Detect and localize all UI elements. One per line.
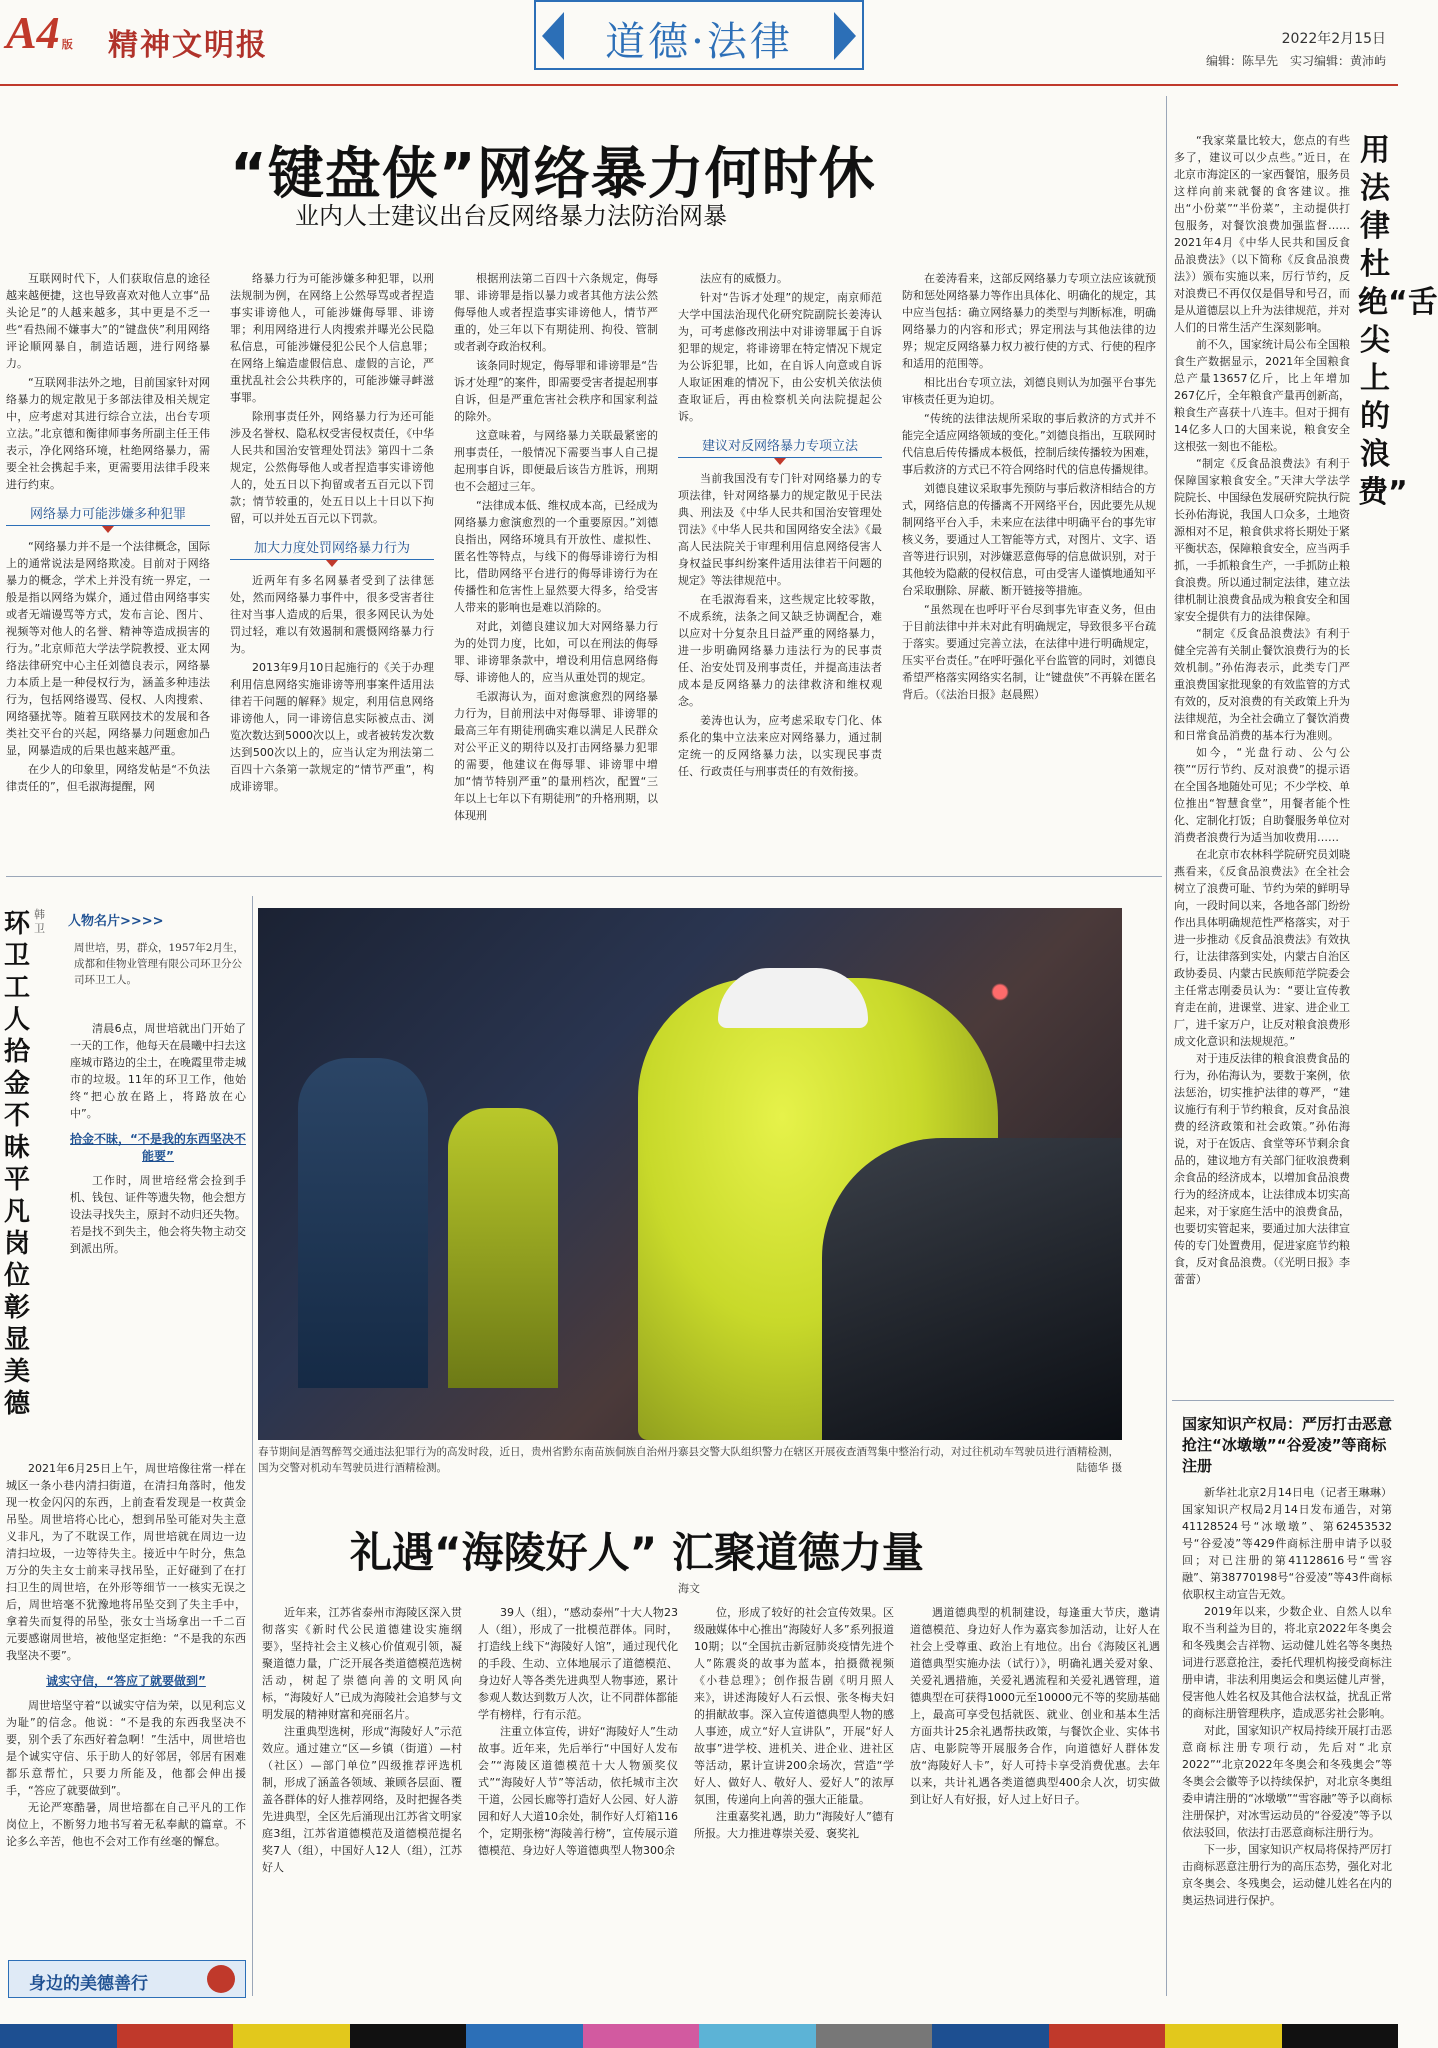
feature-author: 韩卫 — [34, 908, 45, 935]
print-color-bar — [0, 2024, 1398, 2048]
paragraph: 互联网时代下，人们获取信息的途径越来越便捷，这也导致喜欢对他人立事“品头论足”的人越来越多，其中更是不乏一些“看热闹不嫌事大”的“键盘侠”利用网络评论顺网暴自，制造话题，进行网络暴力。 — [6, 272, 210, 370]
paragraph: 相比出台专项立法，刘德良则认为加强平台事先审核责任更为迫切。 — [902, 376, 1156, 406]
main-col-5 — [902, 270, 1156, 855]
paragraph: 遇道德典型的机制建设，每逢重大节庆，邀请道德模范、身边好人作为嘉宾参加活动，让好人在社会上受尊重、政治上有地位。出台《海陵区礼遇道德典型实施办法（试行）》，明确礼遇关爱对象、关爱礼遇措施，关爱礼遇流程和关爱礼遇管理，道德典型在可获得1000元至10000元不等的奖励基础上，最高可享受包括就医、就业、创业和基本生活方面共计25余礼遇帮扶政策，与餐饮企业、实体书店、电影院等开展服务合作，向道德好人群体发放“海陵好人卡”，好人可持卡享受消费优惠。去年以来，共计礼遇各类道德典型400余人次，切实做到让好人有好报，好人过上好日子。 — [910, 1606, 1160, 1806]
officer-figure — [298, 1058, 428, 1388]
minihead: 网络暴力可能涉嫌多种犯罪 — [6, 503, 210, 526]
paragraph: 毛淑海认为，面对愈演愈烈的网络暴力行为，目前刑法中对侮辱罪、诽谤罪的最高三年有期徒刑确实难以满足人民群众对公平正义的期待以及打击网络暴力犯罪的需要，他建议在侮辱罪、诽谤罪中增加“情节特别严重”的量刑档次，配置“三年以上七年以下有期徒刑”的升格刑期，以体现刑 — [454, 690, 658, 822]
newspaper-name: 精神文明报 — [108, 28, 268, 63]
paragraph: 当前我国没有专门针对网络暴力的专项法律，针对网络暴力的规定散见于民法典、刑法及《中华人民共和国治安管理处罚法》《中华人民共和国网络安全法》《最高人民法院关于审理利用信息网络侵害人身权益民事纠纷案件适用法律若干问题的规定》等法律规范中。 — [678, 472, 882, 587]
second-col-4 — [910, 1604, 1160, 2004]
paragraph: 这意味着，与网络暴力关联最紧密的刑事责任，一般情况下需要当事人自己提起刑事自诉，即便最后该告方胜诉，刑期也不会超过三年。 — [454, 429, 658, 493]
paragraph: 该条同时规定，侮辱罪和诽谤罪是“告诉才处理”的案件，即需要受害者提起刑事自诉，但是严重危害社会秩序和国家利益的除外。 — [454, 359, 658, 423]
second-headline: 礼遇“海陵好人” 汇聚道德力量 — [350, 1528, 924, 1577]
paragraph: 法应有的威慑力。 — [700, 272, 788, 285]
seal-icon — [207, 1965, 235, 1993]
profile-text: 周世培，男，群众，1957年2月生，成都和佳物业管理有限公司环卫分公司环卫工人。 — [74, 942, 244, 986]
minihead: 建议对反网络暴力专项立法 — [678, 435, 882, 458]
main-col-4 — [678, 270, 882, 855]
paragraph: 络暴力行为可能涉嫌多种犯罪，以刑法规制为例，在网络上公然辱骂或者捏造事实诽谤他人，可能涉嫌侮辱罪、诽谤罪；利用网络进行人肉搜索并曝光公民隐私信息，可能涉嫌侵犯公民个人信息罪；在网络上编造虚假信息、虚假的言论，严重扰乱社会公共秩序的，可能涉嫌寻衅滋事罪。 — [230, 272, 434, 404]
second-author: 海文 — [678, 1582, 700, 1595]
paragraph: 39人（组），“感动泰州”十大人物23人（组），形成了一批模范群体。同时，打造线上线下“海陵好人馆”，通过现代化的手段、生动、立体地展示了道德模范、身边好人等各类先进典型人物事迹，累计参观人数达到数万人次，让不同群体都能学有榜样，行有示范。 — [478, 1606, 678, 1721]
main-col-2 — [230, 270, 434, 855]
paragraph: 新华社北京2月14日电（记者王琳琳）国家知识产权局2月14日发布通告，对第41128524号“冰墩墩”、第62453532号“谷爱凌”等429件商标注册申请予以驳回；对已注册的第41128616号“雪容融”、第38770198号“谷爱凌”等43件商标依职权主动宣告无效。 — [1182, 1486, 1392, 1601]
second-col-1 — [262, 1604, 462, 2004]
photo-credit: 陆德华 摄 — [1076, 1462, 1122, 1474]
officer-figure — [448, 1108, 558, 1388]
right-article-title: 用法律杜绝“舌尖上的浪费” — [1358, 133, 1438, 510]
feature-body-lower — [6, 1460, 246, 1940]
paragraph: “互联网非法外之地，目前国家针对网络暴力的规定散见于多部法律及相关规定中，应考虑对其进行综合立法，出台专项立法。”北京德和衡律师事务所副主任王伟表示，净化网络环境，杜绝网络暴力，需要全社会携起手来，更需要用法律手段来进行约束。 — [6, 376, 210, 491]
paragraph: 根据刑法第二百四十六条规定，侮辱罪、诽谤罪是指以暴力或者其他方法公然侮辱他人或者捏造事实诽谤他人，情节严重的，处三年以下有期徒刑、拘役、管制或者剥夺政治权利。 — [454, 272, 658, 353]
paragraph: 如今，“光盘行动、公勺公筷”“厉行节约、反对浪费”的提示语在全国各地随处可见；不少学校、单位推出“智慧食堂”，用餐者能个性化、定制化打饭；自助餐服务单位对消费者浪费行为适当加收费用…… — [1174, 746, 1350, 844]
section-banner — [534, 0, 864, 70]
main-subhead: 业内人士建议出台反网络暴力法防治网暴 — [295, 202, 727, 230]
issue-date: 2022年2月15日 — [1281, 31, 1386, 47]
divider — [1172, 1400, 1394, 1401]
police-cap — [718, 968, 868, 1028]
paragraph: 2013年9月10日起施行的《关于办理利用信息网络实施诽谤等刑事案件适用法律若干问题的解释》规定，利用信息网络诽谤他人，同一诽谤信息实际被点击、浏览次数达到5000次以上，或者被转发次数达到500次以上的，应当认定为刑法第二百四十六条第一款规定的“情节严重”，构成诽谤罪。 — [230, 661, 434, 793]
profile-tag: 人物名片>>>> — [68, 914, 164, 929]
paragraph: 清晨6点，周世培就出门开始了一天的工作，他每天在晨曦中扫去这座城市路边的尘土，在晚霞里带走城市的垃圾。11年的环卫工作，他始终“把心放在路上，将路放在心中”。 — [70, 1022, 246, 1120]
main-col-1 — [6, 270, 210, 855]
paragraph: 对此，刘德良建议加大对网络暴力行为的处罚力度，比如，可以在刑法的侮辱罪、诽谤罪条款中，增设利用信息网络侮辱、诽谤他人的，应当从重处罚的规定。 — [454, 620, 658, 684]
paragraph: 近两年有多名网暴者受到了法律惩处，然而网络暴力事件中，很多受害者往往对当事人造成的后果，很多网民认为处罚过轻，难以有效遏制和震慑网络暴力行为。 — [230, 574, 434, 655]
paragraph: 周世培坚守着“以诚实守信为荣，以见利忘义为耻”的信念。他说：“不是我的东西我坚决不要，别个丢了东西好着急啊！”生活中，周世培也是个诚实守信、乐于助人的好邻居，邻居有困难都乐意帮忙，只要力所能及，他都会伸出援手，“答应了就要做到”。 — [6, 1699, 246, 1797]
paragraph: “网络暴力并不是一个法律概念，国际上的通常说法是网络欺凌。目前对于网络暴力的概念，学术上并没有统一界定，一般是指以网络为媒介，通过借由网络事实或者无端谩骂等方式，发布言论、图片、视频等对他人的名誉、精神等造成损害的行为。”北京师范大学法学院教授、亚太网络法律研究中心主任刘德良表示，网络暴力本质上是一种侵权行为，涵盖多种违法行为，包括网络谩骂、侵权、人肉搜索、网络骚扰等。随着互联网技术的发展和各类社交平台的兴起，网络暴力问题愈加凸显，网暴造成的后果也越来越严重。 — [6, 540, 210, 757]
divider — [252, 896, 253, 1996]
photo-caption — [258, 1444, 1122, 1476]
second-col-2 — [478, 1604, 678, 2004]
right-arrow-icon — [834, 12, 856, 60]
paragraph: “虽然现在也呼吁平台尽到事先审查义务，但由于目前法律中并未对此有明确规定，导致很多平台疏于落实。要通过完善立法，在法律中进行明确规定，压实平台责任。”在呼吁强化平台监管的同时，刘德良希望严格落实网络实名制，让“键盘侠”不再躲在匿名背后。（《法治日报》赵晨熙） — [902, 603, 1156, 701]
main-col-3 — [454, 270, 658, 855]
divider — [1166, 96, 1167, 1996]
paragraph: “法律成本低、维权成本高，已经成为网络暴力愈演愈烈的一个重要原因。”刘德良指出，网络环境具有开放性、虚拟性、匿名性等特点，与线下的侮辱诽谤行为相比，借助网络平台进行的侮辱诽谤行为在传播性和危害性上显然要大得多，给受害人带来的影响也是难以消除的。 — [454, 499, 658, 614]
news-photo — [258, 908, 1122, 1440]
page-number: A4 版 — [6, 7, 73, 58]
banner-label: 身边的美德善行 — [29, 1974, 148, 1994]
left-arrow-icon — [542, 12, 564, 60]
paragraph: 工作时，周世培经常会捡到手机、钱包、证件等遗失物，他会想方设法寻找失主，原封不动归还失物。若是找不到失主，他会将失物主动交到派出所。 — [70, 1174, 246, 1255]
masthead — [0, 0, 1398, 86]
paragraph: 在少人的印象里，网络发帖是“不负法律责任的”，但毛淑海提醒，网 — [6, 763, 210, 793]
paragraph: 除刑事责任外，网络暴力行为还可能涉及名誉权、隐私权受害侵权责任，《中华人民共和国治安管理处罚法》第四十二条规定，公然侮辱他人或者捏造事实诽谤他人的，处五日以下拘留或者五百元以下罚款；情节较重的，处五日以上十日以下拘留，可以并处五百元以下罚款。 — [230, 410, 434, 525]
paragraph: 注重典型选树，形成“海陵好人”示范效应。通过建立“区—乡镇（街道）—村（社区）—部门单位”四级推荐评选机制，形成了涵盖各领域、兼顾各层面、覆盖各群体的好人推荐网络，及时把握各类先进典型，全区先后涌现出江苏省文明家庭3组，江苏省道德模范及道德模范提名奖7人（组），中国好人12人（组），江苏好人 — [262, 1725, 462, 1874]
feature-title: 环卫工人拾金不昧 平凡岗位彰显美德 — [4, 909, 31, 1419]
paragraph: 2019年以来，少数企业、自然人以牟取不当利益为目的，将北京2022年冬奥会和冬残奥会吉祥物、运动健儿姓名等冬奥热词进行恶意抢注，委托代理机构接受商标注册申请，非法利用奥运会和奥运健儿声誉，侵害他人姓名权及其他合法权益，扰乱正常的商标注册管理秩序，造成恶劣社会影响。 — [1182, 1605, 1392, 1720]
minihead: 加大力度处罚网络暴力行为 — [230, 537, 434, 560]
paragraph: 近年来，江苏省泰州市海陵区深入贯彻落实《新时代公民道德建设实施纲要》，坚持社会主义核心价值观引领，凝聚道德力量，广泛开展各类道德模范选树活动，树起了崇德向善的文明风向标，“海陵好人”已成为海陵社会追梦与文明发展的精神财富和亮丽名片。 — [262, 1606, 462, 1721]
paragraph: 对此，国家知识产权局持续开展打击恶意商标注册专项行动，先后对“北京2022”“北京2022年冬奥会和冬残奥会”等冬奥会会徽等予以持续保护，对北京冬奥组委申请注册的“冰墩墩”“雪容融”等予以商标注册保护，对冰雪运动员的“谷爱凌”等予以依法驳回，依法打击恶意商标注册行为。 — [1182, 1724, 1392, 1839]
right-article-body — [1174, 132, 1350, 1372]
paragraph: 无论严寒酷暑，周世培都在自己平凡的工作岗位上，不断努力地书写着无私奉献的篇章。不论多么辛苦，他也不会对工作有丝毫的懈怠。 — [6, 1801, 246, 1848]
caption-text: 春节期间是酒驾醉驾交通违法犯罪行为的高发时段，近日，贵州省黔东南苗族侗族自治州丹寨县交警大队组织警力在辖区开展夜查酒驾集中整治行动，对过往机动车驾驶员进行酒精检测，国为交警对机动车驾驶员进行酒精检测。 — [258, 1446, 1119, 1474]
paragraph: 姜涛也认为，应考虑采取专门化、体系化的集中立法来应对网络暴力，通过制定统一的反网络暴力法，以实现民事责任、行政责任与刑事责任的有效衔接。 — [678, 714, 882, 778]
car — [822, 1138, 1122, 1440]
paragraph: 在北京市农林科学院研究员刘晓燕看来，《反食品浪费法》在全社会树立了浪费可耻、节约为荣的鲜明导向，一段时间以来，各地各部门纷纷作出具体明确规范性严格落实，对于进一步推动《反食品浪费法》有效执行，让法律落到实处，内蒙古自治区政协委员、内蒙古民族师范学院委会主任常志刚委员认为：“要让宣传教育走在前，进课堂、进家、进企业工厂，进千家万户，让反对粮食浪费形成文化意识和法规规范。” — [1174, 848, 1350, 1048]
feature-subhead: 拾金不昧，“不是我的东西坚决不能要” — [70, 1132, 246, 1163]
paragraph: “制定《反食品浪费法》有利于保障国家粮食安全。”天津大学法学院院长、中国绿色发展研究院执行院长孙佑海说，我国人口众多，土地资源相对不足，粮食供求将长期处于紧平衡状态，保障粮食安全，应当两手抓，一手抓粮食生产，一手抓防止粮食浪费。所以通过制定法律，建立法律机制让浪费食品成为粮食安全和国家安全提供有力的法律保障。 — [1174, 457, 1350, 623]
paragraph: 前不久，国家统计局公布全国粮食生产数据显示，2021年全国粮食总产量13657亿斤，比上年增加267亿斤，全年粮食产量再创新高，粮食生产喜获十八连丰。但对于拥有14亿多人口的大国来说，粮食安全这根弦一刻也不能松。 — [1174, 338, 1350, 453]
brief-body — [1182, 1484, 1392, 2004]
feature-subhead: 诚实守信，“答应了就要做到” — [46, 1674, 206, 1688]
paragraph: 2021年6月25日上午，周世培像往常一样在城区一条小巷内清扫街道，在清扫角落时，他发现一枚金闪闪的东西，上前查看发现是一枚黄金吊坠。周世培将心比心，想到吊坠可能对失主意义非凡，为了不耽误工作，周世培就在周边一边清扫垃圾，一边等待失主。接近中午时分，焦急万分的失主女士前来寻找吊坠，正好碰到了在打扫卫生的周世培，在外形等细节一一核实无误之后，周世培毫不犹豫地将吊坠交到了失主手中，拿着失而复得的吊坠，张女士当场拿出一千二百元要感谢周世培，被他坚定拒绝：“不是我的东西我坚决不要”。 — [6, 1462, 246, 1662]
paragraph: “制定《反食品浪费法》有利于健全完善有关制止餐饮浪费行为的长效机制。”孙佑海表示，此类专门严重浪费国家批现象的有效监管的方式有效的，反对浪费的有关政策上升为法律规范，为全社会确立了餐饮消费和日常食品消费的基本行为准则。 — [1174, 627, 1350, 742]
paragraph: 针对“告诉才处理”的规定，南京师范大学中国法治现代化研究院副院长姜涛认为，可考虑修改刑法中对诽谤罪属于自诉犯罪的规定，将诽谤罪在特定情况下规定为公诉犯罪，比如，在自诉人向意或自诉人取证困难的情况下，由公安机关依法侦查取证后，再由检察机关向法院提起公诉。 — [678, 291, 882, 423]
brief-title: 国家知识产权局：严厉打击恶意抢注“冰墩墩”“谷爱凌”等商标注册 — [1182, 1415, 1393, 1475]
paragraph: 对于违反法律的粮食浪费食品的行为，孙佑海认为，要数于案例，依法惩治，切实推护法律的尊严，“建议施行有利于节约粮食，反对食品浪费的经济政策和社会政策。”孙佑海说，对于在饭店、食堂等环节剩余食品的，建议地方有关部门征收浪费剩余食品的经济成本，以增加食品浪费行为的经济成本，让法律成本切实高起来，对于家庭生活中的浪费食品，也要切实管起来，要通过加大法律宣传的专门处置费用，促进家庭节约粮食，反对食品浪费。（《光明日报》李蕾蕾） — [1174, 1052, 1350, 1286]
paragraph: 位，形成了较好的社会宣传效果。区级融媒体中心推出“海陵好人多”系列报道10期；以“全国抗击新冠肺炎疫情先进个人”陈震炎的故事为蓝本，拍摄微视频《小巷总理》；创作报告剧《明月照人来》，讲述海陵好人石云恨、张冬梅夫妇的捐献故事。深入宣传道德典型人物的感人事迹，成立“好人宣讲队”，开展“好人故事”进学校、进机关、进企业、进社区等活动，累计宣讲200余场次，营造“学好人、做好人、敬好人、爱好人”的浓厚氛围，传递向上向善的强大正能量。 — [694, 1606, 894, 1806]
good-deeds-banner — [8, 1960, 246, 1998]
paragraph: 注重立体宣传，讲好“海陵好人”生动故事。近年来，先后举行“中国好人发布会”“海陵区道德模范十大人物颁奖仪式”“海陵好人节”等活动，依托城市主次干道，公园长廊等打造好人公园、好人游园和好人大道10余处，制作好人灯箱116个，定期张榜“海陵善行榜”，宣传展示道德模范、身边好人等道德典型人物300余 — [478, 1725, 678, 1857]
paragraph: 注重嘉奖礼遇，助力“海陵好人”德有所报。大力推进尊崇关爱、褒奖礼 — [694, 1810, 894, 1840]
editors-line: 编辑：陈旱先 实习编辑：黄沛屿 — [1205, 54, 1386, 68]
second-col-3 — [694, 1604, 894, 2004]
section-title: 道德·法律 — [605, 19, 793, 65]
paragraph: 在姜涛看来，这部反网络暴力专项立法应该就预防和惩处网络暴力等作出具体化、明确化的规定，其中应当包括：确立网络暴力的类型与判断标准，明确网络暴力的内容和形式；界定刑法与其他法律的边界；规定反网络暴力权力被行使的方式、行使的程序和适用的范围等。 — [902, 272, 1156, 370]
paragraph: 刘德良建议采取事先预防与事后救济相结合的方式，网络信息的传播离不开网络平台，因此要先从规制网络平台入手，未来应在法律中明确平台的事先审核义务，要通过人工智能等方式，对图片、文字、语音等进行识别，对涉嫌恶意侮辱的信息做识别，对于其他较为隐蔽的侵权信息，可由受害人谨慎地通知平台采取删除、屏蔽、断开链接等措施。 — [902, 482, 1156, 597]
paragraph: 在毛淑海看来，这些规定比较零散，不成系统，法条之间又缺乏协调配合，难以应对十分复杂且日益严重的网络暴力，进一步明确网络暴力违法行为的民事责任、治安处罚及刑事责任，并提高违法者成本是反网络暴力的法律救济和维权观念。 — [678, 593, 882, 708]
paragraph: “传统的法律法规所采取的事后救济的方式并不能完全适应网络领域的变化。”刘德良指出，互联网时代信息后传传播成本极低，控制后续传播较为困难，事后救济的方式已不符合网络时代的信息传播规律。 — [902, 412, 1156, 476]
paragraph: “我家菜量比较大，您点的有些多了，建议可以少点些。”近日，在北京市海淀区的一家西餐馆，服务员这样向前来就餐的食客建议。推出“小份菜”“半份菜”，主动提供打包服务，对餐饮浪费加强监督……2021年4月《中华人民共和国反食品浪费法》（以下简称《反食品浪费法》）颁布实施以来，厉行节约，反对浪费已不再仅仅是倡导和号召，而是从道德层以上升为法律规范，并对人们的日常生活产生深刻影响。 — [1174, 134, 1350, 334]
divider — [6, 876, 1162, 877]
main-headline: “键盘侠”网络暴力何时休 — [230, 142, 876, 207]
paragraph: 下一步，国家知识产权局将保持严厉打击商标恶意注册行为的高压态势，强化对北京冬奥会、冬残奥会，运动健儿姓名在内的奥运热词进行保护。 — [1182, 1843, 1392, 1907]
